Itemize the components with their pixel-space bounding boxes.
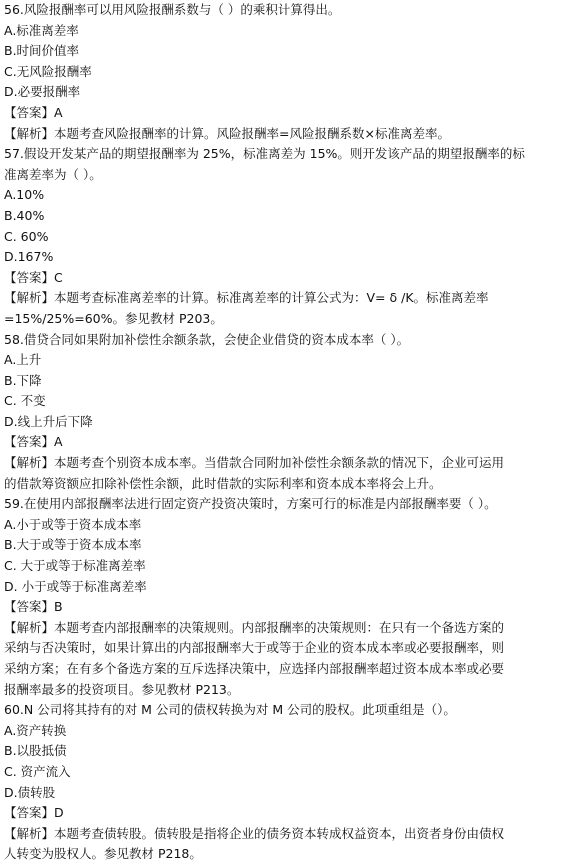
option-a: A.上升 xyxy=(4,352,42,368)
question-stem: 56.风险报酬率可以用风险报酬系数与（ ）的乘积计算得出。 xyxy=(4,2,341,17)
answer-line: 【答案】C xyxy=(4,269,63,285)
question-59 xyxy=(4,494,561,700)
option-a: A.10% xyxy=(4,187,45,203)
option-c: C. 60% xyxy=(4,228,49,244)
option-b: B.下降 xyxy=(4,372,42,388)
question-56 xyxy=(4,0,561,144)
question-stem: 60.N 公司将其持有的对 M 公司的债权转换为对 M 公司的股权。此项重组是（）。 xyxy=(4,702,456,718)
option-b: B.40% xyxy=(4,207,45,223)
explanation-line-continued: 的借款筹资额应扣除补偿性余额，此时借款的实际利率和资本成本率将会上升。 xyxy=(4,475,442,491)
answer-line: 【答案】D xyxy=(4,805,64,821)
option-d: D.债转股 xyxy=(4,784,56,800)
question-58 xyxy=(4,330,561,495)
option-a: A.标准离差率 xyxy=(4,22,79,38)
answer-line: 【答案】B xyxy=(4,599,63,615)
option-d: D.线上升后下降 xyxy=(4,413,93,429)
question-60 xyxy=(4,700,561,865)
option-c: C. 资产流入 xyxy=(4,763,71,779)
option-b: B.时间价值率 xyxy=(4,43,80,59)
option-d: D. 小于或等于标准离差率 xyxy=(4,578,147,594)
question-stem: 57.假设开发某产品的期望报酬率为 25%，标准离差为 15%。则开发该产品的期望报酬率的标 xyxy=(4,146,525,162)
explanation-line-continued: =15%/25%=60%。参见教材 P203。 xyxy=(4,310,223,326)
explanation-line: 【解析】本题考查风险报酬率的计算。风险报酬率=风险报酬系数×标准离差率。 xyxy=(4,125,450,141)
option-b: B.大于或等于资本成本率 xyxy=(4,537,142,553)
question-stem: 59.在使用内部报酬率法进行固定资产投资决策时，方案可行的标准是内部报酬率要（ ）。 xyxy=(4,496,497,512)
option-c: C. 不变 xyxy=(4,393,46,409)
answer-line: 【答案】A xyxy=(4,434,63,450)
answer-line: 【答案】A xyxy=(4,104,63,120)
option-a: A.资产转换 xyxy=(4,722,67,738)
option-b: B.以股抵债 xyxy=(4,743,67,759)
explanation-line: 【解析】本题考查个别资本成本率。当借款合同附加补偿性余额条款的情况下，企业可运用 xyxy=(4,455,505,471)
explanation-line: 【解析】本题考查债转股。债转股是指将企业的债务资本转成权益资本，出资者身份由债权 xyxy=(4,825,505,841)
option-c: C.无风险报酬率 xyxy=(4,63,92,79)
explanation-line-continued: 采纳与否决策时，如果计算出的内部报酬率大于或等于企业的资本成本率或必要报酬率，则 xyxy=(4,640,505,656)
explanation-line-continued: 人转变为股权人。参见教材 P218。 xyxy=(4,846,202,862)
question-57 xyxy=(4,144,561,329)
question-stem-continued: 准离差率为（ ）。 xyxy=(4,166,102,182)
explanation-line-continued: 报酬率最多的投资项目。参见教材 P213。 xyxy=(4,681,240,697)
explanation-line: 【解析】本题考查内部报酬率的决策规则。内部报酬率的决策规则：在只有一个备选方案的 xyxy=(4,619,505,635)
option-d: D.必要报酬率 xyxy=(4,84,81,100)
explanation-line-continued: 采纳方案；在有多个备选方案的互斥选择决策中，应选择内部报酬率超过资本成本率或必要 xyxy=(4,661,505,676)
option-c: C. 大于或等于标准离差率 xyxy=(4,558,146,574)
option-a: A.小于或等于资本成本率 xyxy=(4,516,142,532)
explanation-line: 【解析】本题考查标准离差率的计算。标准离差率的计算公式为：V= δ /K。标准离差率 xyxy=(4,290,489,306)
question-stem: 58.借贷合同如果附加补偿性余额条款，会使企业借贷的资本成本率（ ）。 xyxy=(4,331,410,347)
option-d: D.167% xyxy=(4,249,54,265)
